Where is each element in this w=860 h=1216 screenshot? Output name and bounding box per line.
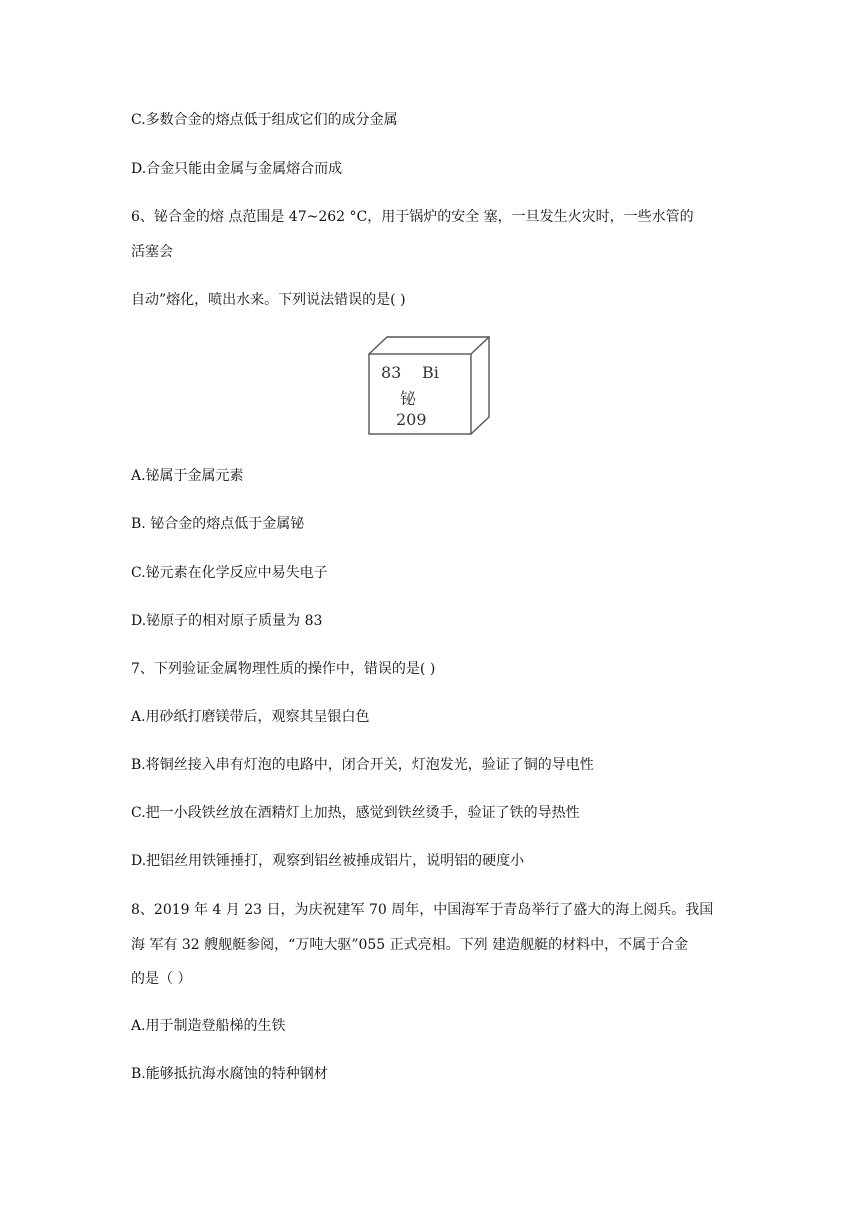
question-8-line-3: 的是（ ）	[131, 971, 192, 987]
question-8-line-1: 8、2019 年 4 月 23 日，为庆祝建军 70 周年，中国海军于青岛举行了盛大的海上阅兵。我国	[131, 902, 714, 918]
atomic-number: 83	[381, 363, 402, 382]
option-6d: D.铋原子的相对原子质量为 83	[131, 613, 323, 629]
bismuth-element-card	[368, 336, 490, 436]
element-symbol: Bi	[422, 363, 439, 382]
option-7a: A.用砂纸打磨镁带后，观察其呈银白色	[131, 709, 370, 725]
element-cube-drawing	[368, 336, 490, 436]
question-6-line-1: 6、铋合金的熔 点范围是 47~262 °C，用于锅炉的安全 塞，一旦发生火灾时，一些水管的	[131, 209, 694, 225]
question-6-line-2: 活塞会	[131, 244, 173, 260]
option-7b: B.将铜丝接入串有灯泡的电路中，闭合开关，灯泡发光，验证了铜的导电性	[131, 757, 594, 773]
option-6c: C.铋元素在化学反应中易失电子	[131, 565, 328, 581]
option-8a: A.用于制造登船梯的生铁	[131, 1018, 286, 1034]
option-6b: B. 铋合金的熔点低于金属铋	[131, 516, 305, 532]
atomic-mass: 209	[396, 410, 427, 429]
option-5d: D.合金只能由金属与金属熔合而成	[131, 161, 343, 177]
option-5c: C.多数合金的熔点低于组成它们的成分金属	[131, 112, 398, 128]
option-7c: C.把一小段铁丝放在酒精灯上加热，感觉到铁丝烫手，验证了铁的导热性	[131, 805, 580, 821]
question-8-line-2: 海 军有 32 艘舰艇参阅，“万吨大驱”055 正式亮相。下列 建造舰艇的材料中，不属于合金	[131, 937, 689, 953]
element-name: 铋	[400, 389, 417, 408]
question-6-line-3: 自动”熔化，喷出水来。下列说法错误的是( )	[131, 292, 406, 308]
option-6a: A.铋属于金属元素	[131, 468, 244, 484]
option-8b: B.能够抵抗海水腐蚀的特种钢材	[131, 1066, 328, 1082]
option-7d: D.把铝丝用铁锤捶打，观察到铝丝被捶成铝片，说明铝的硬度小	[131, 853, 525, 869]
question-7: 7、下列验证金属物理性质的操作中，错误的是( )	[131, 661, 436, 677]
